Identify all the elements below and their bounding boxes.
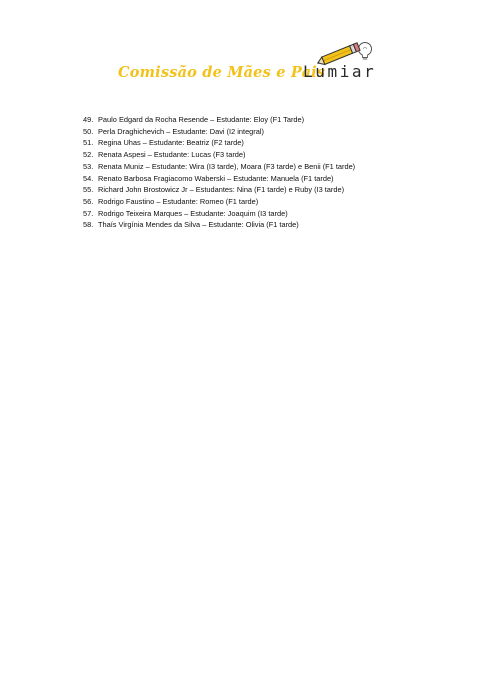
item-text: Thaís Virgínia Mendes da Silva – Estudante: Olivia (F1 tarde) — [98, 220, 299, 230]
list-item — [83, 126, 355, 138]
item-text: Richard John Brostowicz Jr – Estudantes: Nina (F1 tarde) e Ruby (I3 tarde) — [98, 185, 345, 195]
item-number: 52. — [83, 150, 94, 160]
item-text: Renata Aspesi – Estudante: Lucas (F3 tarde) — [98, 150, 246, 160]
list-item — [83, 161, 355, 173]
list-item — [83, 137, 355, 149]
page-header — [118, 40, 388, 84]
list-item — [83, 184, 355, 196]
item-text: Rodrigo Faustino – Estudante: Romeo (F1 tarde) — [98, 196, 259, 206]
item-text: Regina Uhas – Estudante: Beatriz (F2 tarde) — [98, 138, 244, 148]
item-number: 56. — [83, 196, 94, 206]
item-text: Renato Barbosa Fragiacomo Waberski – Estudante: Manuela (F1 tarde) — [98, 173, 334, 183]
item-number: 50. — [83, 126, 94, 136]
list-item — [83, 173, 355, 185]
item-number: 58. — [83, 220, 94, 230]
parents-list — [83, 114, 355, 231]
item-text: Paulo Edgard da Rocha Resende – Estudante: Eloy (F1 Tarde) — [98, 115, 305, 124]
item-text: Rodrigo Teixeira Marques – Estudante: Joaquim (I3 tarde) — [98, 208, 288, 218]
list-item — [83, 114, 355, 126]
item-text: Renata Muniz – Estudante: Wira (I3 tarde), Moara (F3 tarde) e Benii (F1 tarde) — [98, 161, 356, 171]
list-item — [83, 149, 355, 161]
item-number: 51. — [83, 138, 94, 148]
item-number: 57. — [83, 208, 94, 218]
item-number: 53. — [83, 161, 94, 171]
committee-title: Comissão de Mães e Pais — [118, 64, 326, 81]
list-item — [83, 196, 355, 208]
list-item — [83, 208, 355, 220]
item-number: 55. — [83, 185, 94, 195]
item-number: 49. — [83, 115, 94, 124]
brand-name: Lumiar — [303, 62, 377, 81]
list-item — [83, 219, 355, 231]
item-text: Perla Draghichevich – Estudante: Davi (I2 integral) — [98, 126, 264, 136]
item-number: 54. — [83, 173, 94, 183]
